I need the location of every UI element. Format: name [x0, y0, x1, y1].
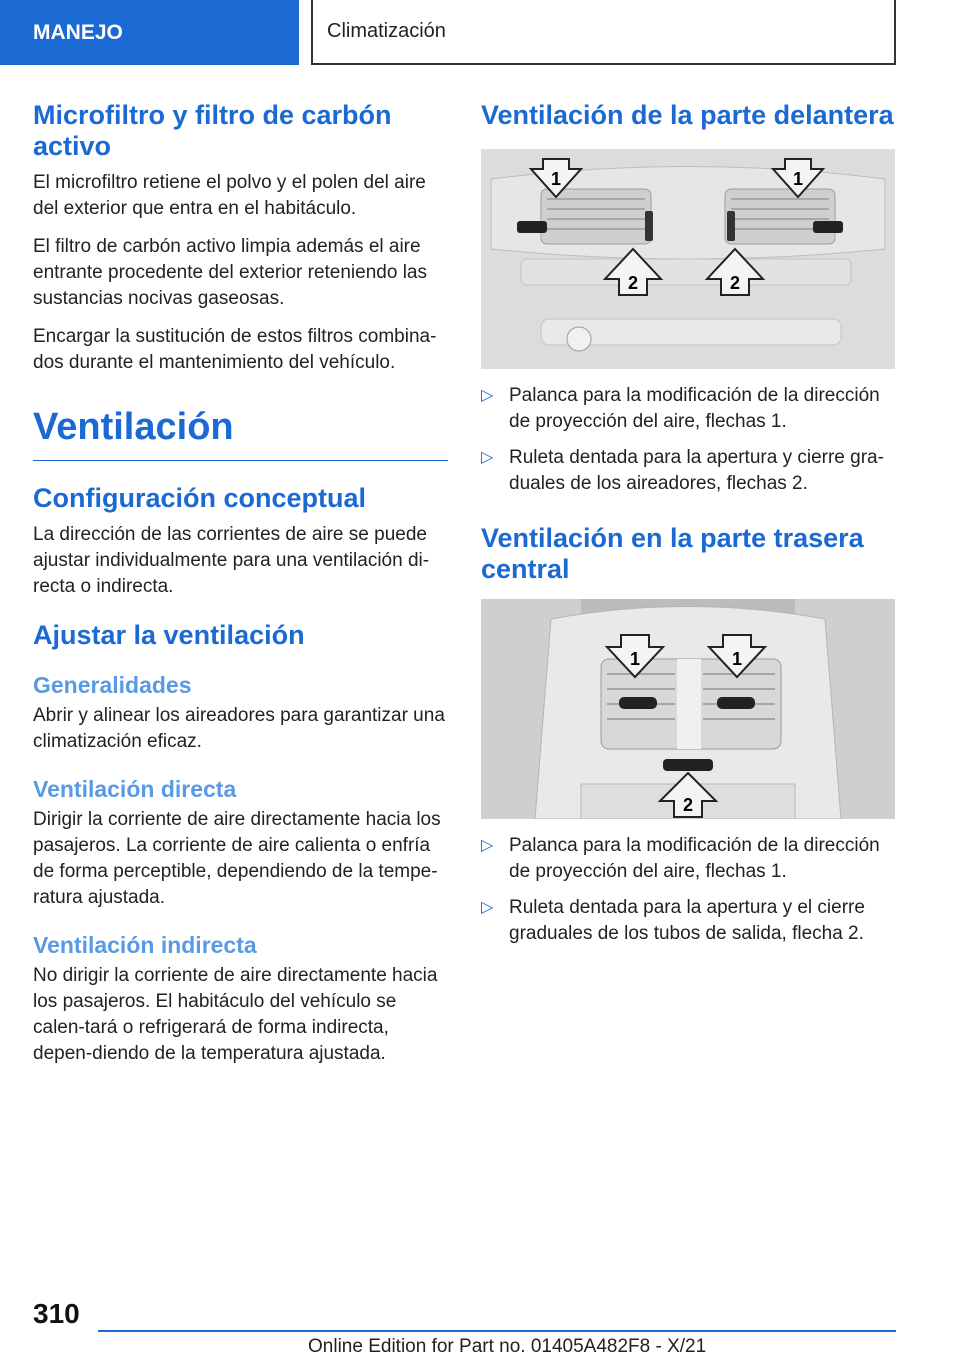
page-number: 310 [33, 1298, 80, 1329]
list-item [481, 895, 896, 947]
general-heading: Generalidades [33, 672, 192, 698]
adjust-heading: Ajustar la ventilación [33, 620, 305, 650]
chapter-tab [0, 0, 299, 65]
section-header [311, 0, 896, 65]
microfilter-paragraph-3: Encargar la sustitución de estos filtros combina-dos durante el mantenimiento del vehículo. [33, 326, 437, 373]
concept-paragraph: La dirección de las corrientes de aire se puede ajustar individualmente para una ventilación di-recta o indirecta. [33, 524, 430, 597]
concept-heading: Configuración conceptual [33, 483, 367, 513]
front-arrow-1-right-label: 1 [792, 169, 804, 189]
front-vents-illustration [481, 149, 895, 369]
edition-footer: Online Edition for Part no. 01405A482F8 - X/21 [308, 1336, 707, 1357]
microfilter-heading: Microfiltro y filtro de carbón activo [33, 100, 392, 161]
triangle-bullet-icon: ▷ [481, 899, 494, 916]
list-item [481, 833, 896, 885]
rear-arrow-1-left-label: 1 [629, 649, 641, 669]
general-paragraph: Abrir y alinear los aireadores para garantizar una climatización eficaz. [33, 705, 445, 752]
rear-bullet-list [481, 833, 896, 947]
triangle-bullet-icon: ▷ [481, 387, 494, 404]
rear-vents-image [481, 599, 895, 819]
right-column [481, 100, 896, 957]
bullet-text: Ruleta dentada para la apertura y el cierre graduales de los tubos de salida, flecha 2. [509, 897, 865, 944]
microfilter-paragraph-1: El microfiltro retiene el polvo y el polen del aire del exterior que entra en el habitáculo. [33, 172, 426, 219]
front-arrow-2-right-label: 2 [729, 273, 741, 293]
bullet-text: Ruleta dentada para la apertura y cierre gra-duales de los aireadores, flechas 2. [509, 447, 884, 494]
indirect-paragraph: No dirigir la corriente de aire directamente hacia los pasajeros. El habitáculo del vehículo se calen-tará o refrigerará de forma indirecta, depen-diendo de la temperatura ajustada. [33, 965, 438, 1064]
direct-heading: Ventilación directa [33, 776, 237, 802]
front-arrow-1-left-label: 1 [550, 169, 562, 189]
front-arrow-2-left-label: 2 [627, 273, 639, 293]
rear-arrow-2-label: 2 [682, 795, 694, 815]
front-vents-image [481, 149, 895, 369]
section-label: Climatización [327, 20, 446, 42]
direct-paragraph: Dirigir la corriente de aire directamente hacia los pasajeros. La corriente de aire calienta o enfría de forma perceptible, dependiendo de la tempe-ratura ajustada. [33, 809, 441, 908]
rear-arrow-1-right-label: 1 [731, 649, 743, 669]
front-bullet-list [481, 383, 896, 497]
microfilter-paragraph-2: El filtro de carbón activo limpia además el aire entrante procedente del exterior reteniendo las sustancias nocivas gaseosas. [33, 236, 427, 309]
rear-ventilation-heading: Ventilación en la parte trasera central [481, 523, 864, 584]
front-ventilation-heading: Ventilación de la parte delantera [481, 100, 894, 130]
footer-divider [98, 1330, 896, 1332]
triangle-bullet-icon: ▷ [481, 449, 494, 466]
list-item [481, 383, 896, 435]
left-column [33, 100, 448, 1079]
bullet-text: Palanca para la modificación de la dirección de proyección del aire, flechas 1. [509, 385, 880, 432]
ventilation-heading: Ventilación [33, 402, 448, 461]
chapter-label: MANEJO [33, 20, 123, 44]
bullet-text: Palanca para la modificación de la dirección de proyección del aire, flechas 1. [509, 835, 880, 882]
triangle-bullet-icon: ▷ [481, 837, 494, 854]
list-item [481, 445, 896, 497]
indirect-heading: Ventilación indirecta [33, 932, 257, 958]
rear-vents-illustration [481, 599, 895, 819]
